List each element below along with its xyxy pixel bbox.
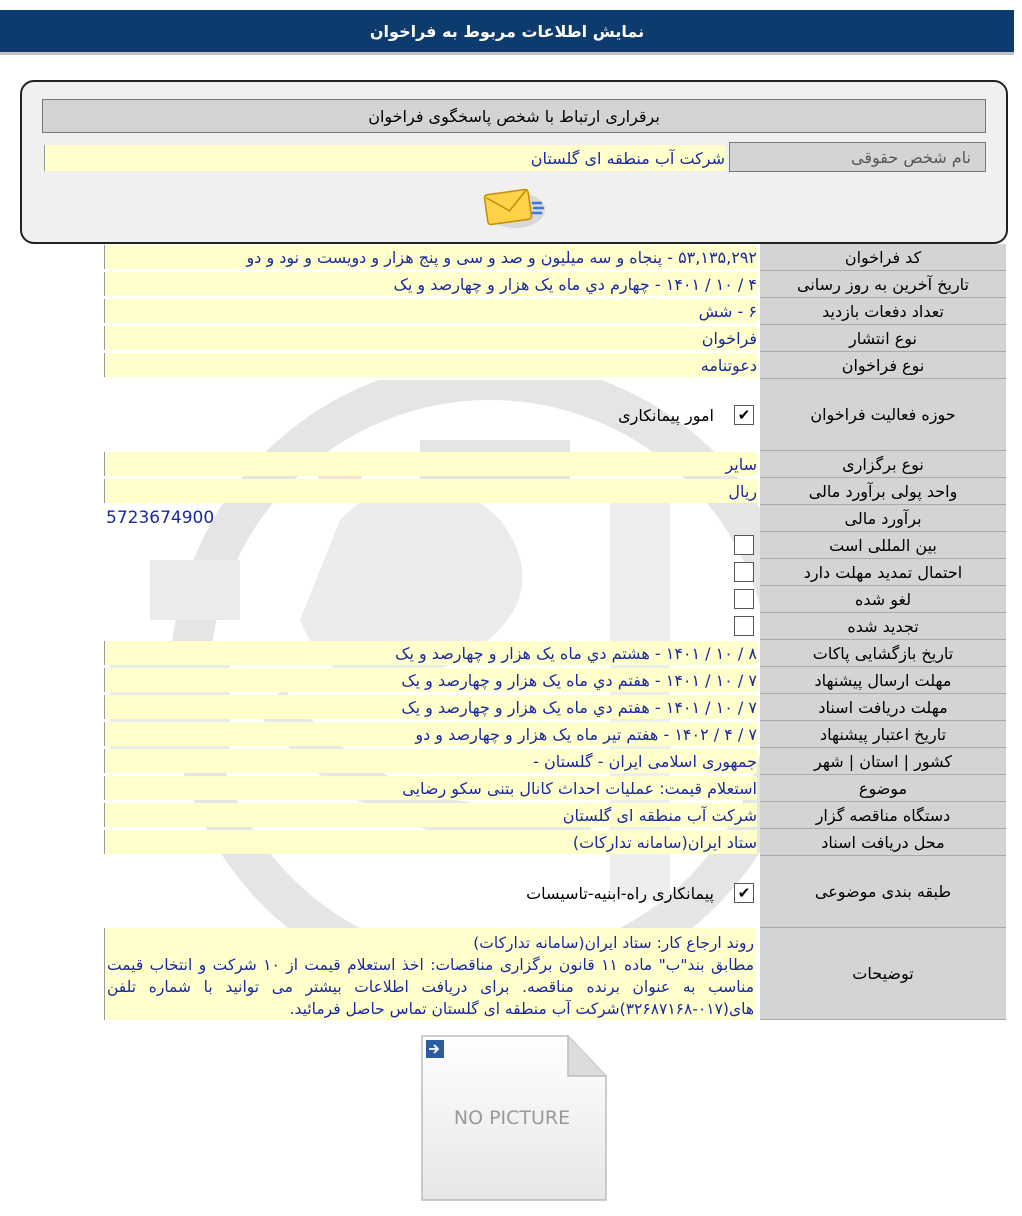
doc-deadline-value: ۷ / ۱۰ / ۱۴۰۱ - هفتم دي ماه یک هزار و چهارصد و یک (104, 695, 757, 719)
row-last-update (104, 271, 1006, 298)
category-label: طبقه بندی موضوعی (760, 856, 1006, 928)
description-line-2: مطابق بند"ب" ماده ۱۱ قانون برگزاری مناقصات: اخذ استعلام قیمت از ۱۰ شرکت و انتخاب قیمت مناسب به عنوان برنده مناقصه. برای دریافت اطلاعات بیشتر می توانید با شماره تلفن های(۰۱۷-۳۲۶۸۷۱۶۸)شرکت آب منطقه ای گلستان تماس حاصل فرمائید. (107, 956, 754, 1018)
row-organizer (104, 802, 1006, 829)
row-opening-date (104, 640, 1006, 667)
estimate-value: 5723674900 (106, 508, 215, 528)
subject-value: استعلام قیمت: عملیات احداث کانال بتنی سکو رضایی (104, 776, 757, 800)
opening-date-value: ۸ / ۱۰ / ۱۴۰۱ - هشتم دي ماه یک هزار و چهارصد و یک (104, 641, 757, 665)
doc-deadline-label: مهلت دریافت اسناد (760, 694, 1006, 721)
row-extension-possible (104, 559, 1006, 586)
extension-possible-checkbox[interactable] (734, 562, 754, 582)
last-update-label: تاریخ آخرین به روز رسانی (760, 271, 1006, 298)
mail-icon[interactable] (482, 186, 548, 230)
activity-option: امور پیمانکاری (618, 406, 714, 425)
description-label: توضیحات (760, 928, 1006, 1020)
row-currency (104, 478, 1006, 505)
row-doc-place (104, 829, 1006, 856)
extension-possible-label: احتمال تمدید مهلت دارد (760, 559, 1006, 586)
holding-type-label: نوع برگزاری (760, 451, 1006, 478)
submit-deadline-label: مهلت ارسال پیشنهاد (760, 667, 1006, 694)
no-picture-text: NO PICTURE (453, 1107, 571, 1129)
row-international (104, 532, 1006, 559)
organizer-label: دستگاه مناقصه گزار (760, 802, 1006, 829)
validity-date-label: تاریخ اعتبار پیشنهاد (760, 721, 1006, 748)
contact-person-label: نام شخص حقوقی (729, 142, 986, 172)
row-holding-type (104, 451, 1006, 478)
visits-value: ۶ - شش (104, 299, 757, 323)
row-description (104, 928, 1006, 1020)
publish-type-label: نوع انتشار (760, 325, 1006, 352)
cancelled-label: لغو شده (760, 586, 1006, 613)
contact-person-value: شرکت آب منطقه ای گلستان (44, 145, 725, 171)
extended-checkbox[interactable] (734, 616, 754, 636)
opening-date-label: تاریخ بازگشایی پاکات (760, 640, 1006, 667)
row-estimate (104, 505, 1006, 532)
row-activity (104, 379, 1006, 451)
visits-label: تعداد دفعات بازدید (760, 298, 1006, 325)
row-publish-type (104, 325, 1006, 352)
description-line-1: روند ارجاع کار: ستاد ایران(سامانه تدارکات) (473, 934, 754, 952)
validity-date-value: ۷ / ۴ / ۱۴۰۲ - هفتم تیر ماه یک هزار و چهارصد و دو (104, 722, 757, 746)
subject-label: موضوع (760, 775, 1006, 802)
row-subject (104, 775, 1006, 802)
category-checkbox[interactable]: ✔ (734, 883, 754, 903)
row-location (104, 748, 1006, 775)
location-label: کشور | استان | شهر (760, 748, 1006, 775)
row-submit-deadline (104, 667, 1006, 694)
row-validity-date (104, 721, 1006, 748)
international-label: بین المللی است (760, 532, 1006, 559)
publish-type-value: فراخوان (104, 326, 757, 350)
currency-value: ریال (104, 479, 757, 503)
no-picture-image (418, 1032, 608, 1202)
row-cancelled (104, 586, 1006, 613)
activity-checkbox[interactable]: ✔ (734, 405, 754, 425)
submit-deadline-value: ۷ / ۱۰ / ۱۴۰۱ - هفتم دي ماه یک هزار و چهارصد و یک (104, 668, 757, 692)
code-label: کد فراخوان (760, 244, 1006, 271)
code-value: ۵۳,۱۳۵,۲۹۲ - پنجاه و سه میلیون و صد و سی و پنج هزار و دویست و نود و دو (104, 245, 757, 269)
extended-label: تجدید شده (760, 613, 1006, 640)
row-visits (104, 298, 1006, 325)
call-type-label: نوع فراخوان (760, 352, 1006, 379)
cancelled-checkbox[interactable] (734, 589, 754, 609)
international-checkbox[interactable] (734, 535, 754, 555)
page-title: نمایش اطلاعات مربوط به فراخوان (369, 21, 645, 41)
row-code (104, 244, 1006, 271)
currency-label: واحد پولی برآورد مالی (760, 478, 1006, 505)
description-value (104, 928, 756, 1020)
call-type-value: دعوتنامه (104, 353, 757, 377)
last-update-value: ۴ / ۱۰ / ۱۴۰۱ - چهارم دي ماه یک هزار و چهارصد و یک (104, 272, 757, 296)
contact-panel (20, 80, 1008, 244)
row-doc-deadline (104, 694, 1006, 721)
doc-place-label: محل دریافت اسناد (760, 829, 1006, 856)
location-value: جمهوری اسلامی ایران - گلستان - (104, 749, 757, 773)
row-extended (104, 613, 1006, 640)
estimate-label: برآورد مالی (760, 505, 1006, 532)
row-call-type (104, 352, 1006, 379)
holding-type-value: سایر (104, 452, 757, 476)
row-category (104, 856, 1006, 928)
contact-title: برقراری ارتباط با شخص پاسخگوی فراخوان (42, 99, 986, 133)
organizer-value: شرکت آب منطقه ای گلستان (104, 803, 757, 827)
page-title-bar (0, 10, 1014, 55)
doc-place-value: ستاد ایران(سامانه تدارکات) (104, 830, 757, 854)
activity-label: حوزه فعالیت فراخوان (760, 379, 1006, 451)
category-option: پیمانکاری راه-ابنیه-تاسیسات (526, 884, 714, 903)
